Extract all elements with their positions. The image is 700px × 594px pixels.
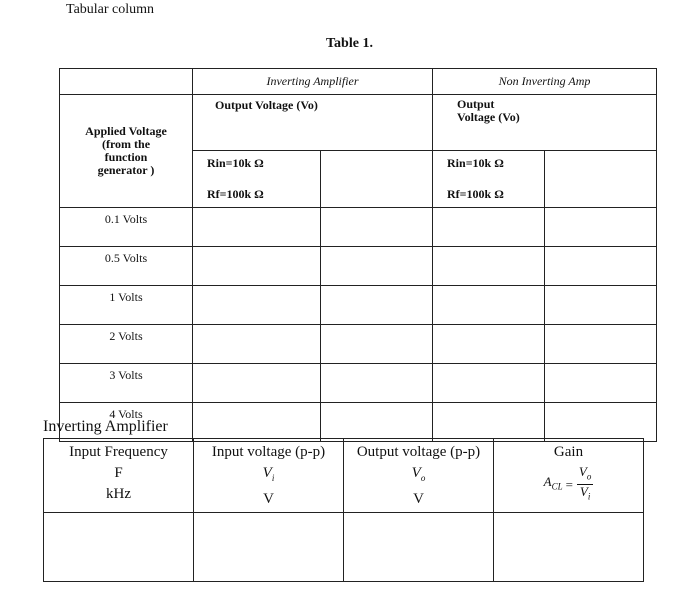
blank-cell bbox=[545, 364, 657, 403]
blank-cell bbox=[433, 403, 545, 442]
applied-line: generator ) bbox=[97, 163, 155, 177]
table-row bbox=[60, 286, 657, 325]
blank-cell bbox=[494, 513, 644, 582]
fraction-denominator bbox=[580, 485, 590, 504]
fraction-numerator bbox=[577, 465, 593, 485]
inv-output-voltage-label: Output Voltage (Vo) bbox=[193, 95, 433, 151]
blank-cell bbox=[433, 286, 545, 325]
noninv-rf-label: Rf=100k Ω bbox=[447, 187, 504, 201]
blank-cell bbox=[193, 286, 321, 325]
header-line: V bbox=[413, 491, 424, 507]
applied-voltage-value: 3 Volts bbox=[60, 364, 193, 403]
applied-voltage-value: 0.1 Volts bbox=[60, 208, 193, 247]
symbol-sub: CL bbox=[551, 481, 563, 492]
table-title: Table 1. bbox=[326, 36, 373, 51]
header-line: V bbox=[263, 491, 274, 507]
noninv-resistor-cell bbox=[433, 151, 545, 208]
symbol-text: V bbox=[411, 465, 421, 481]
table-row bbox=[60, 364, 657, 403]
symbol-sub: i bbox=[587, 491, 591, 502]
header-line: Input Frequency bbox=[69, 444, 168, 460]
symbol-sub: o bbox=[420, 473, 426, 483]
vo-symbol bbox=[344, 463, 493, 489]
table-row bbox=[60, 325, 657, 364]
blank-cell bbox=[321, 286, 433, 325]
gain-lhs bbox=[544, 471, 563, 498]
blank-cell bbox=[545, 403, 657, 442]
symbol-text: V bbox=[578, 464, 587, 479]
header-line: Output voltage (p-p) bbox=[356, 444, 481, 460]
vi-symbol bbox=[194, 463, 343, 489]
blank-cell bbox=[193, 364, 321, 403]
symbol-sub: o bbox=[586, 471, 592, 482]
gain-fraction bbox=[577, 465, 593, 503]
corner-cell bbox=[60, 69, 193, 95]
blank-cell bbox=[433, 208, 545, 247]
noninv-rin-label: Rin=10k Ω bbox=[447, 156, 504, 170]
header-line: Gain bbox=[553, 444, 584, 460]
equals-sign: = bbox=[565, 476, 573, 492]
header-line: Input voltage (p-p) bbox=[211, 444, 326, 460]
gain-header bbox=[494, 439, 644, 513]
blank-cell bbox=[193, 208, 321, 247]
blank-cell bbox=[433, 247, 545, 286]
output-line: Voltage (Vo) bbox=[457, 110, 520, 124]
results-table-1 bbox=[59, 68, 657, 442]
blank-cell bbox=[321, 364, 433, 403]
applied-line: (from the bbox=[101, 137, 151, 151]
blank-cell bbox=[321, 151, 433, 208]
inverting-header: Inverting Amplifier bbox=[193, 69, 433, 95]
symbol-text: V bbox=[579, 483, 588, 499]
inv-rin-label: Rin=10k Ω bbox=[207, 156, 264, 170]
header-line: F bbox=[114, 465, 123, 481]
applied-voltage-header bbox=[60, 95, 193, 208]
blank-cell bbox=[545, 247, 657, 286]
section-title: Inverting Amplifier bbox=[43, 418, 168, 435]
blank-cell bbox=[193, 403, 321, 442]
table-row bbox=[44, 513, 644, 582]
blank-cell bbox=[44, 513, 194, 582]
applied-line: Applied Voltage bbox=[85, 124, 167, 138]
inv-resistor-cell bbox=[193, 151, 321, 208]
noninverting-header: Non Inverting Amp bbox=[433, 69, 657, 95]
blank-cell bbox=[321, 208, 433, 247]
blank-cell bbox=[545, 151, 657, 208]
symbol-text: V bbox=[262, 465, 272, 481]
blank-cell bbox=[545, 286, 657, 325]
applied-voltage-value: 1 Volts bbox=[60, 286, 193, 325]
header-line: kHz bbox=[106, 486, 131, 502]
applied-voltage-value: 4 Volts bbox=[60, 403, 193, 442]
blank-cell bbox=[321, 247, 433, 286]
applied-voltage-value: 2 Volts bbox=[60, 325, 193, 364]
blank-cell bbox=[433, 325, 545, 364]
blank-cell bbox=[193, 247, 321, 286]
symbol-sub: i bbox=[271, 473, 275, 483]
blank-cell bbox=[433, 364, 545, 403]
output-line: Output bbox=[457, 97, 495, 111]
results-table-2 bbox=[43, 438, 644, 582]
input-voltage-header bbox=[194, 439, 344, 513]
blank-cell bbox=[321, 325, 433, 364]
input-frequency-header bbox=[44, 439, 194, 513]
blank-cell bbox=[545, 208, 657, 247]
blank-cell bbox=[545, 325, 657, 364]
page-heading: Tabular column bbox=[66, 2, 155, 17]
symbol-text: A bbox=[543, 473, 552, 489]
table-row bbox=[60, 247, 657, 286]
output-voltage-header bbox=[344, 439, 494, 513]
applied-voltage-value: 0.5 Volts bbox=[60, 247, 193, 286]
inv-rf-label: Rf=100k Ω bbox=[207, 187, 264, 201]
gain-formula bbox=[544, 465, 594, 503]
blank-cell bbox=[194, 513, 344, 582]
noninv-output-voltage-label bbox=[433, 95, 657, 151]
blank-cell bbox=[193, 325, 321, 364]
blank-cell bbox=[321, 403, 433, 442]
table-row bbox=[60, 208, 657, 247]
applied-line: function bbox=[104, 150, 148, 164]
blank-cell bbox=[344, 513, 494, 582]
